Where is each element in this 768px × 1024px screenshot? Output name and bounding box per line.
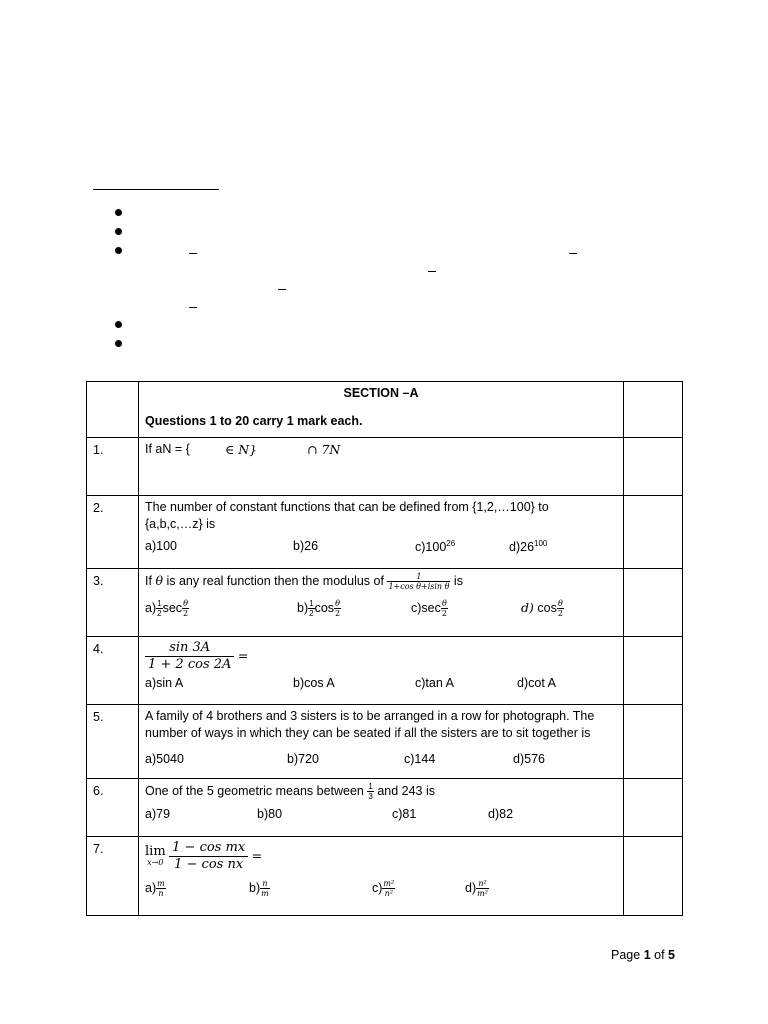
section-title: SECTION –A xyxy=(343,386,419,400)
fraction: $\frac{\theta}{2}$ xyxy=(557,599,563,619)
marks-cell xyxy=(624,637,683,705)
fraction: $\frac{1}{2}$ xyxy=(157,599,162,619)
question-text: number of ways in which they can be seated if all the sisters are to sit together is xyxy=(145,726,591,740)
option-a: a) $\frac{1}{2}$ sec $\frac{\theta}{2}$ xyxy=(145,599,189,619)
limit-operator: lim x→0 xyxy=(145,843,166,867)
option-c: $c)100^{26}$ xyxy=(415,539,456,555)
question-number: 1. xyxy=(87,438,139,496)
question-body xyxy=(139,637,624,705)
question-number: 3. xyxy=(87,569,139,637)
question-body xyxy=(139,779,624,837)
option-c: c)tan A xyxy=(415,676,454,690)
section-header-row xyxy=(87,382,683,438)
bullet-1 xyxy=(115,209,122,216)
page-footer: Page 1 of 5 xyxy=(611,948,675,962)
total-pages: 5 xyxy=(668,948,675,962)
option-d: $d)26^{100}$ xyxy=(509,539,548,555)
question-expression: lim x→0 $\frac{\text{1 − cos mx}}{\text{1 − cos nx}}$ = xyxy=(145,840,263,872)
options xyxy=(145,539,617,557)
options xyxy=(145,807,617,825)
fraction: $\frac{1}{3}$ xyxy=(368,782,373,801)
question-text: {a,b,c,…z} is xyxy=(145,517,216,531)
question-body xyxy=(139,438,624,496)
question-text: If θ is any real function then the modulus of $\frac{1}{\text{1+cos θ+isin θ}}$ is xyxy=(145,572,463,592)
option-b: b) $\frac{1}{2}$ cos $\frac{\theta}{2}$ xyxy=(297,599,341,619)
dash-mark xyxy=(428,271,436,272)
options xyxy=(145,599,617,617)
question-text: The number of constant functions that can be defined from {1,2,…100} to xyxy=(145,500,549,514)
bullet-4 xyxy=(115,321,122,328)
question-body xyxy=(139,496,624,569)
option-c: c)144 xyxy=(404,752,436,766)
marks-cell xyxy=(624,779,683,837)
option-b: b)26 xyxy=(293,539,319,553)
option-b: b)720 xyxy=(287,752,319,766)
question-text: A family of 4 brothers and 3 sisters is to be arranged in a row for photograph. The xyxy=(145,709,595,723)
bullet-5 xyxy=(115,340,122,347)
marks-cell xyxy=(624,569,683,637)
question-row-6 xyxy=(87,779,683,837)
marks-cell xyxy=(624,496,683,569)
section-cell xyxy=(139,382,624,438)
question-body xyxy=(139,705,624,779)
option-d: d) cos $\frac{\theta}{2}$ xyxy=(521,599,563,619)
question-row-1 xyxy=(87,438,683,496)
options xyxy=(145,879,617,897)
question-body xyxy=(139,569,624,637)
question-table xyxy=(86,381,683,916)
marks-cell xyxy=(624,438,683,496)
dash-mark xyxy=(278,289,286,290)
question-number: 5. xyxy=(87,705,139,779)
q1-text-start: If aN = { xyxy=(145,442,190,456)
option-d: d) $\frac{\text{n²}}{\text{m²}}$ xyxy=(465,879,488,898)
marks-cell xyxy=(624,382,683,438)
q1-set-condition: ∈ N} xyxy=(225,442,258,457)
q1-intersection: ∩ 7N xyxy=(307,442,341,457)
question-number: 6. xyxy=(87,779,139,837)
option-c: c)81 xyxy=(392,807,417,821)
marks-cell xyxy=(624,705,683,779)
num-cell xyxy=(87,382,139,438)
question-expression: $\frac{\sin 3A}{1 + 2 \cos 2A}$ = xyxy=(145,640,617,673)
option-b: b)cos A xyxy=(293,676,335,690)
option-a: a)5040 xyxy=(145,752,184,766)
marks-cell xyxy=(624,837,683,916)
fraction: $\frac{n}{m}$ xyxy=(261,879,269,898)
question-body xyxy=(139,837,624,916)
option-b: b) $\frac{n}{m}$ xyxy=(249,879,269,898)
fraction: $\frac{1}{\text{1+cos θ+isin θ}}$ xyxy=(388,572,450,592)
option-b: b)80 xyxy=(257,807,283,821)
option-a: a)100 xyxy=(145,539,177,553)
fraction: $\frac{m}{n}$ xyxy=(157,879,165,898)
bullet-2 xyxy=(115,228,122,235)
option-d: d)82 xyxy=(488,807,514,821)
dash-mark xyxy=(189,307,197,308)
header-rule xyxy=(93,189,219,190)
question-row-5 xyxy=(87,705,683,779)
fraction: $\frac{\text{1 − cos mx}}{\text{1 − cos nx}}$ xyxy=(169,840,248,873)
question-text: One of the 5 geometric means between $\frac{1}{3}$ and 243 is xyxy=(145,782,435,801)
dash-mark xyxy=(569,253,577,254)
question-row-4 xyxy=(87,637,683,705)
option-a: a)79 xyxy=(145,807,171,821)
question-number: 7. xyxy=(87,837,139,916)
option-d: d)576 xyxy=(513,752,545,766)
dash-mark xyxy=(189,253,197,254)
question-number: 4. xyxy=(87,637,139,705)
options xyxy=(145,676,617,694)
option-a: a)sin A xyxy=(145,676,184,690)
bullet-3 xyxy=(115,247,122,254)
fraction: $\frac{1}{2}$ xyxy=(309,599,314,619)
fraction: $\frac{\theta}{2}$ xyxy=(335,599,341,619)
question-row-7 xyxy=(87,837,683,916)
question-row-2 xyxy=(87,496,683,569)
fraction: $\frac{\theta}{2}$ xyxy=(441,599,447,619)
option-d: d)cot A xyxy=(517,676,556,690)
question-row-3 xyxy=(87,569,683,637)
question-number: 2. xyxy=(87,496,139,569)
fraction: $\frac{\text{n²}}{\text{m²}}$ xyxy=(477,879,488,898)
options xyxy=(145,752,617,770)
fraction: $\frac{\text{m²}}{\text{n²}}$ xyxy=(383,879,395,898)
option-c: c)sec $\frac{\theta}{2}$ xyxy=(411,599,447,619)
option-c: c) $\frac{\text{m²}}{\text{n²}}$ xyxy=(372,879,395,898)
option-a: a) $\frac{m}{n}$ xyxy=(145,879,165,898)
current-page: 1 xyxy=(643,948,651,962)
section-instruction: Questions 1 to 20 carry 1 mark each. xyxy=(145,414,363,428)
fraction: $\frac{\theta}{2}$ xyxy=(183,599,189,619)
fraction: $\frac{\sin 3A}{1 + 2 \cos 2A}$ xyxy=(145,640,234,673)
